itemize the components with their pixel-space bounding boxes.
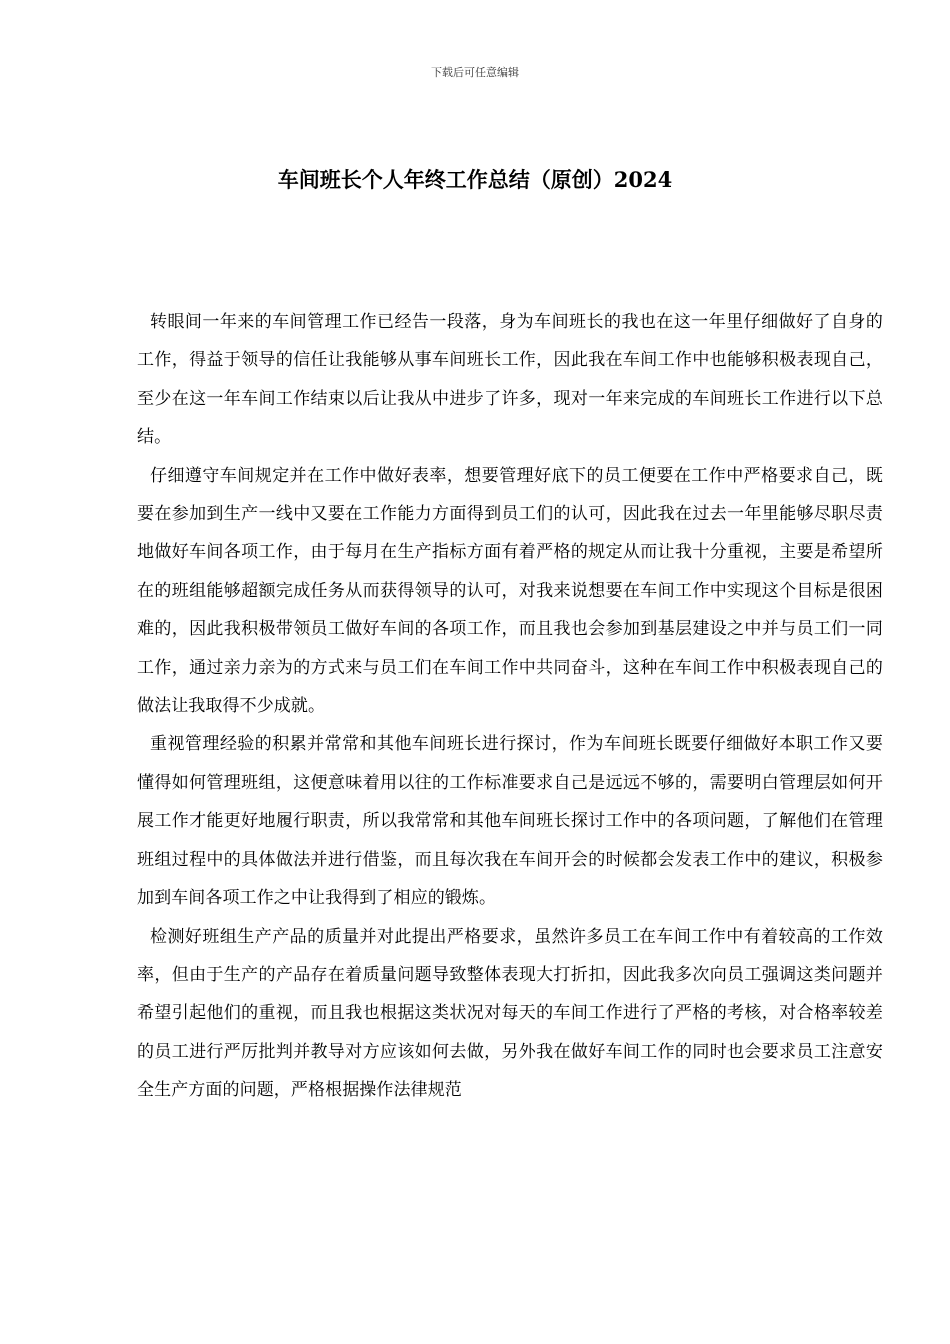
paragraph-4: 检测好班组生产产品的质量并对此提出严格要求，虽然许多员工在车间工作中有着较高的工作效率，但由于生产的产品存在着质量问题导致整体表现大打折扣，因此我多次向员工强调这类问题并希望引起他们的重视，而且我也根据这类状况对每天的车间工作进行了严格的考核，对合格率较差的员工进行严厉批判并教导对方应该如何去做，另外我在做好车间工作的同时也会要求员工注意安全生产方面的问题，严格根据操作法律规范 [137, 926, 883, 1101]
document-title: 车间班长个人年终工作总结（原创）2024 [277, 167, 673, 192]
document-body [137, 303, 883, 1110]
paragraph-1: 转眼间一年来的车间管理工作已经告一段落，身为车间班长的我也在这一年里仔细做好了自身的工作，得益于领导的信任让我能够从事车间班长工作，因此我在车间工作中也能够积极表现自己，至少在这一年车间工作结束以后让我从中进步了许多，现对一年来完成的车间班长工作进行以下总结。 [137, 312, 883, 448]
header-note: 下载后可任意编辑 [431, 66, 519, 79]
paragraph-2: 仔细遵守车间规定并在工作中做好表率，想要管理好底下的员工便要在工作中严格要求自己，既要在参加到生产一线中又要在工作能力方面得到员工们的认可，因此我在过去一年里能够尽职尽责地做好车间各项工作，由于每月在生产指标方面有着严格的规定从而让我十分重视，主要是希望所在的班组能够超额完成任务从而获得领导的认可，对我来说想要在车间工作中实现这个目标是很困难的，因此我积极带领员工做好车间的各项工作，而且我也会参加到基层建设之中并与员工们一同工作，通过亲力亲为的方式来与员工们在车间工作中共同奋斗，这种在车间工作中积极表现自己的做法让我取得不少成就。 [137, 465, 883, 717]
paragraph-3: 重视管理经验的积累并常常和其他车间班长进行探讨，作为车间班长既要仔细做好本职工作又要懂得如何管理班组，这便意味着用以往的工作标准要求自己是远远不够的，需要明白管理层如何开展工作才能更好地履行职责，所以我常常和其他车间班长探讨工作中的各项问题，了解他们在管理班组过程中的具体做法并进行借鉴，而且每次我在车间开会的时候都会发表工作中的建议，积极参加到车间各项工作之中让我得到了相应的锻炼。 [137, 734, 883, 909]
